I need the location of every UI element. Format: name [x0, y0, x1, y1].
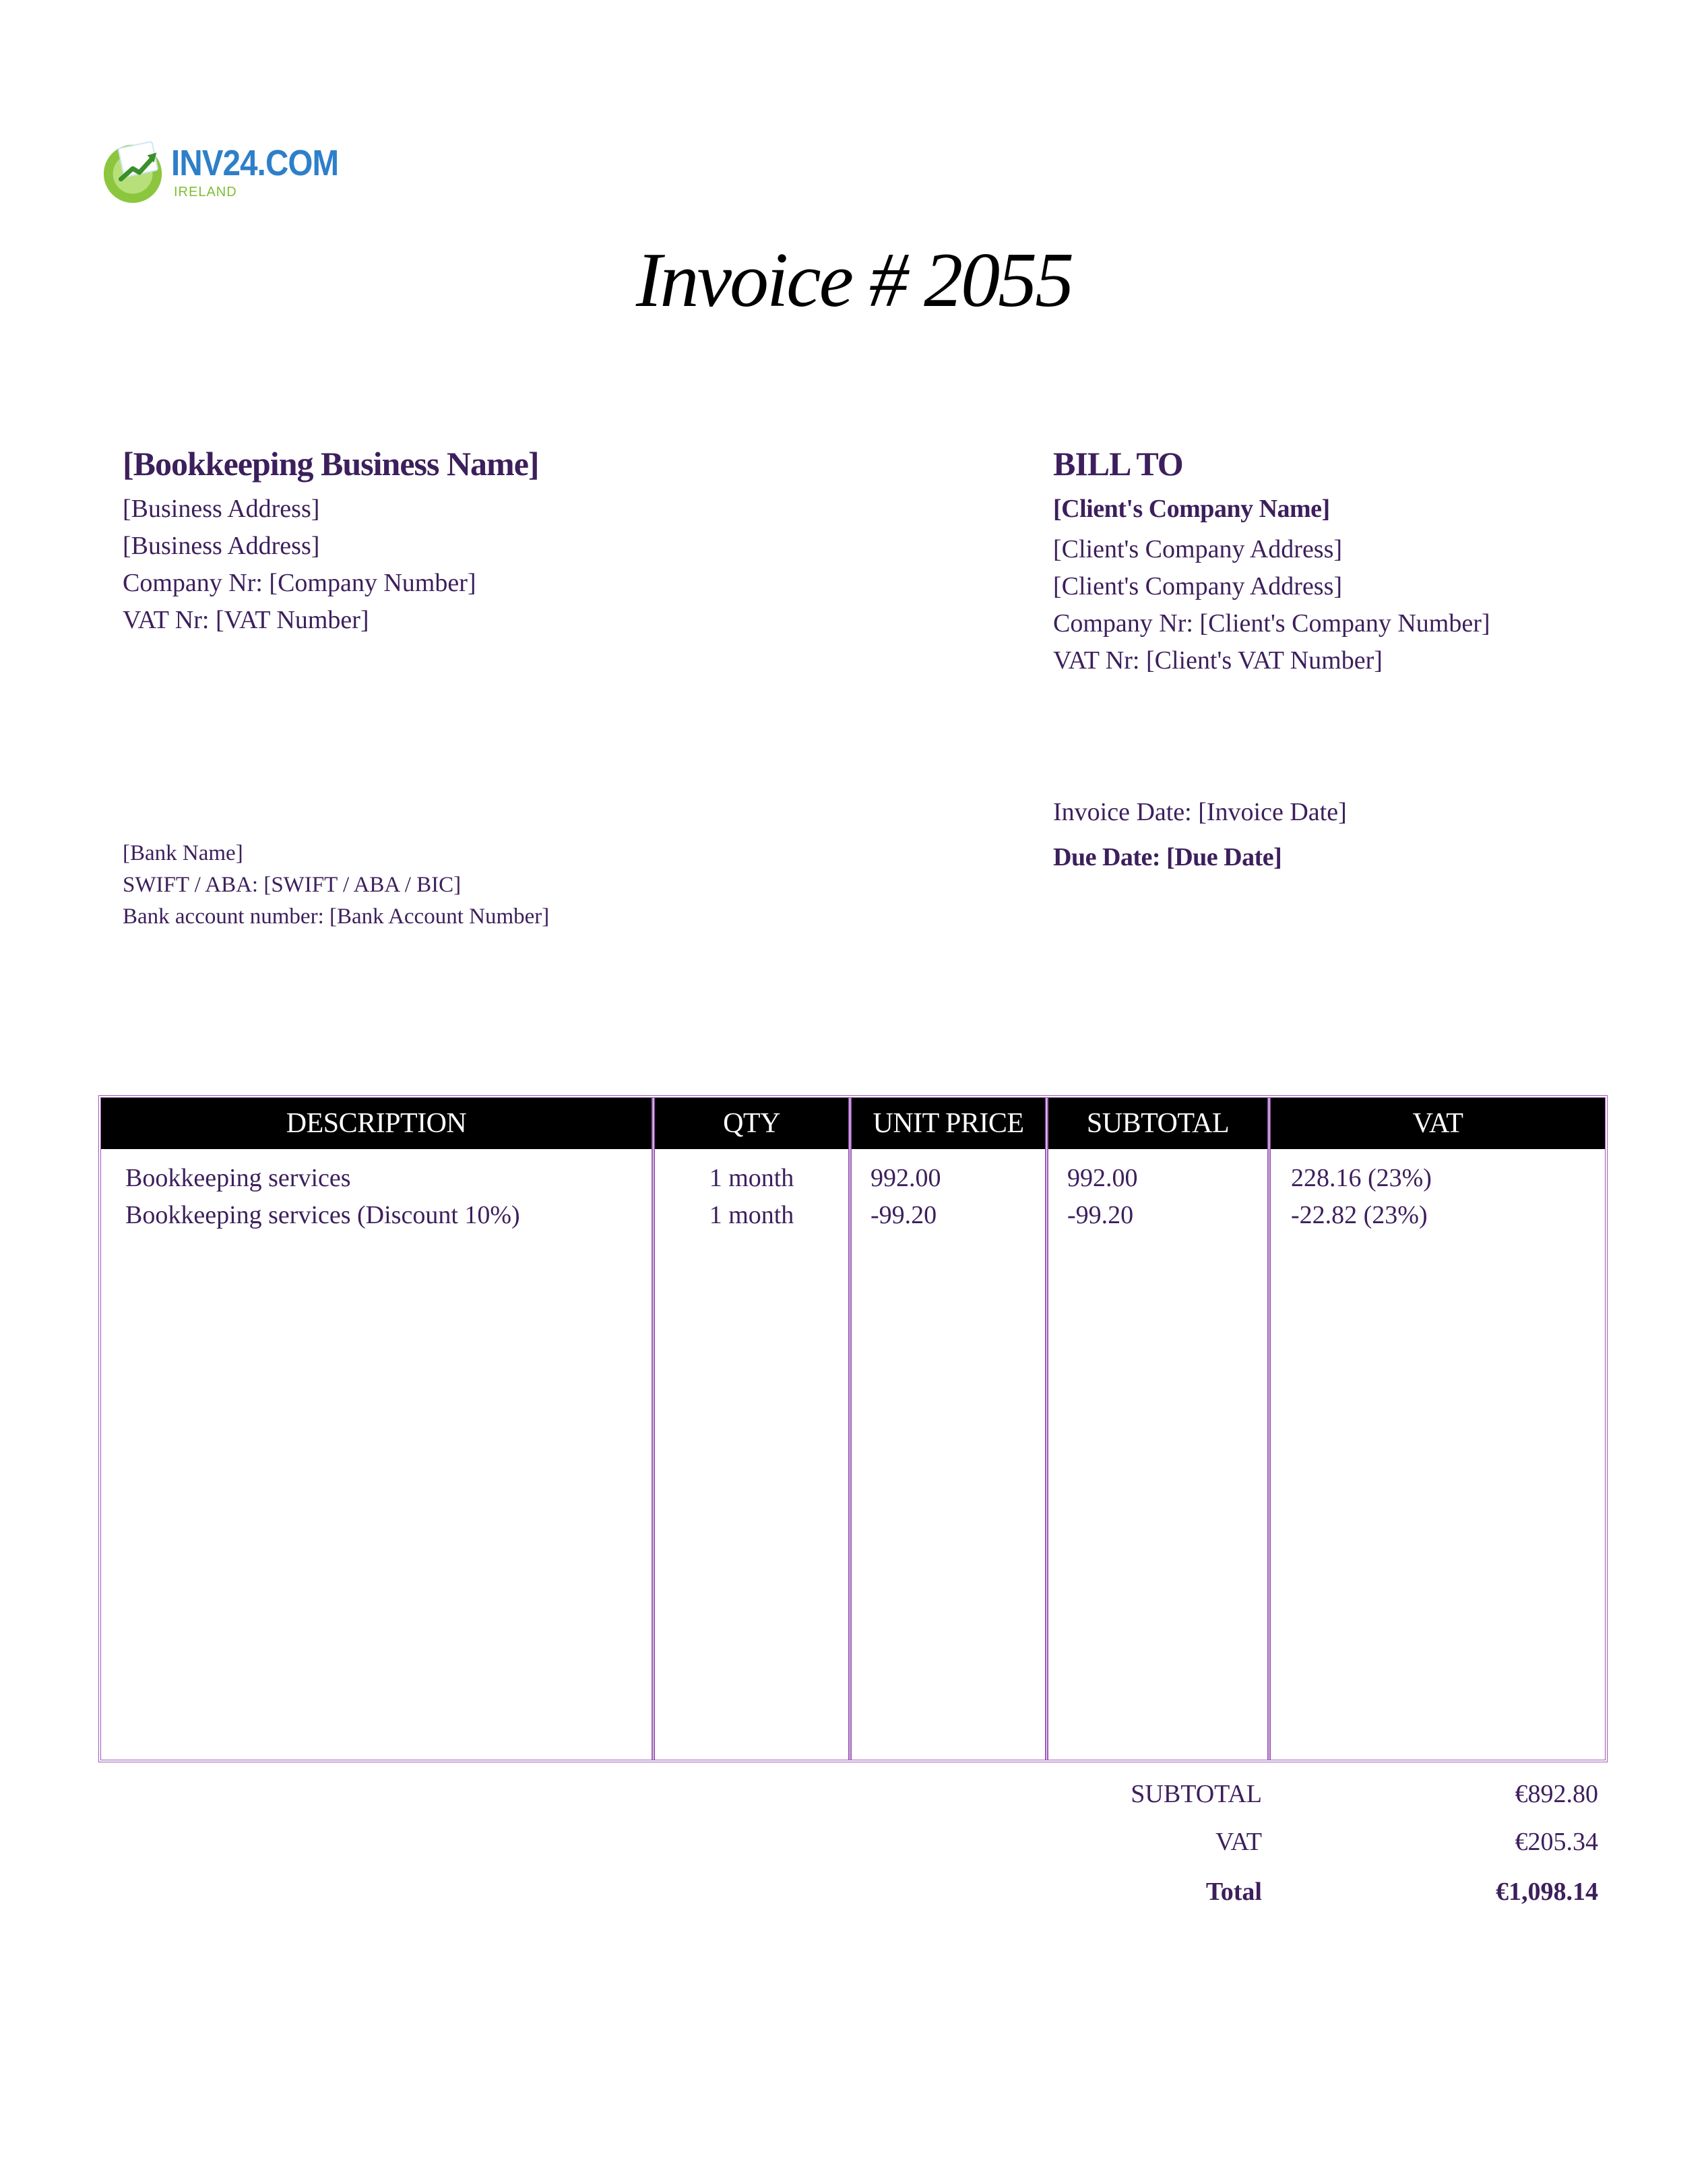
- row-2-unit-price: -99.20: [871, 1201, 937, 1229]
- header-vat: VAT: [1271, 1098, 1605, 1149]
- seller-address-2: [Business Address]: [123, 532, 320, 560]
- client-company-nr: Company Nr: [Client's Company Number]: [1053, 609, 1490, 638]
- column-vat: [1271, 1098, 1605, 1760]
- header-unit-price: UNIT PRICE: [852, 1098, 1045, 1149]
- vat-total-label: VAT: [1215, 1828, 1262, 1856]
- row-2-qty: 1 month: [709, 1201, 794, 1229]
- row-1-vat: 228.16 (23%): [1291, 1164, 1432, 1192]
- row-2-subtotal: -99.20: [1067, 1201, 1134, 1229]
- line-items-table: [98, 1095, 1608, 1762]
- due-date: Due Date: [Due Date]: [1053, 843, 1282, 871]
- grand-total-value: €1,098.14: [1496, 1878, 1598, 1906]
- bank-account: Bank account number: [Bank Account Number]: [123, 904, 550, 929]
- row-1-unit-price: 992.00: [871, 1164, 941, 1192]
- grand-total-label: Total: [1205, 1878, 1262, 1906]
- client-company-name: [Client's Company Name]: [1053, 495, 1330, 523]
- bank-swift: SWIFT / ABA: [SWIFT / ABA / BIC]: [123, 873, 462, 897]
- seller-company-nr: Company Nr: [Company Number]: [123, 569, 476, 597]
- client-address-2: [Client's Company Address]: [1053, 572, 1343, 600]
- row-2-description: Bookkeeping services (Discount 10%): [125, 1201, 520, 1229]
- bill-to-heading: BILL TO: [1053, 445, 1183, 483]
- header-subtotal: SUBTOTAL: [1048, 1098, 1267, 1149]
- logo-wordmark: INV24.COM: [171, 143, 339, 183]
- invoice-arrow-icon: [101, 138, 167, 204]
- subtotal-value: €892.80: [1515, 1780, 1598, 1808]
- column-qty: [655, 1098, 852, 1760]
- subtotal-label: SUBTOTAL: [1131, 1780, 1262, 1808]
- seller-address-1: [Business Address]: [123, 495, 320, 523]
- header-description: DESCRIPTION: [101, 1098, 652, 1149]
- header-qty: QTY: [655, 1098, 848, 1149]
- column-description: [101, 1098, 655, 1760]
- vat-total-value: €205.34: [1515, 1828, 1598, 1856]
- row-1-subtotal: 992.00: [1067, 1164, 1138, 1192]
- logo-region: IRELAND: [174, 185, 237, 199]
- bank-name: [Bank Name]: [123, 841, 243, 865]
- client-vat-nr: VAT Nr: [Client's VAT Number]: [1053, 646, 1383, 675]
- row-1-qty: 1 month: [709, 1164, 794, 1192]
- column-unit-price: [852, 1098, 1048, 1760]
- row-1-description: Bookkeeping services: [125, 1164, 351, 1192]
- column-subtotal: [1048, 1098, 1271, 1760]
- invoice-title: Invoice # 2055: [635, 237, 1073, 323]
- invoice-date: Invoice Date: [Invoice Date]: [1053, 798, 1347, 826]
- seller-vat-nr: VAT Nr: [VAT Number]: [123, 606, 369, 634]
- client-address-1: [Client's Company Address]: [1053, 535, 1343, 563]
- company-logo: [101, 138, 339, 206]
- row-2-vat: -22.82 (23%): [1291, 1201, 1428, 1229]
- seller-name: [Bookkeeping Business Name]: [123, 445, 539, 483]
